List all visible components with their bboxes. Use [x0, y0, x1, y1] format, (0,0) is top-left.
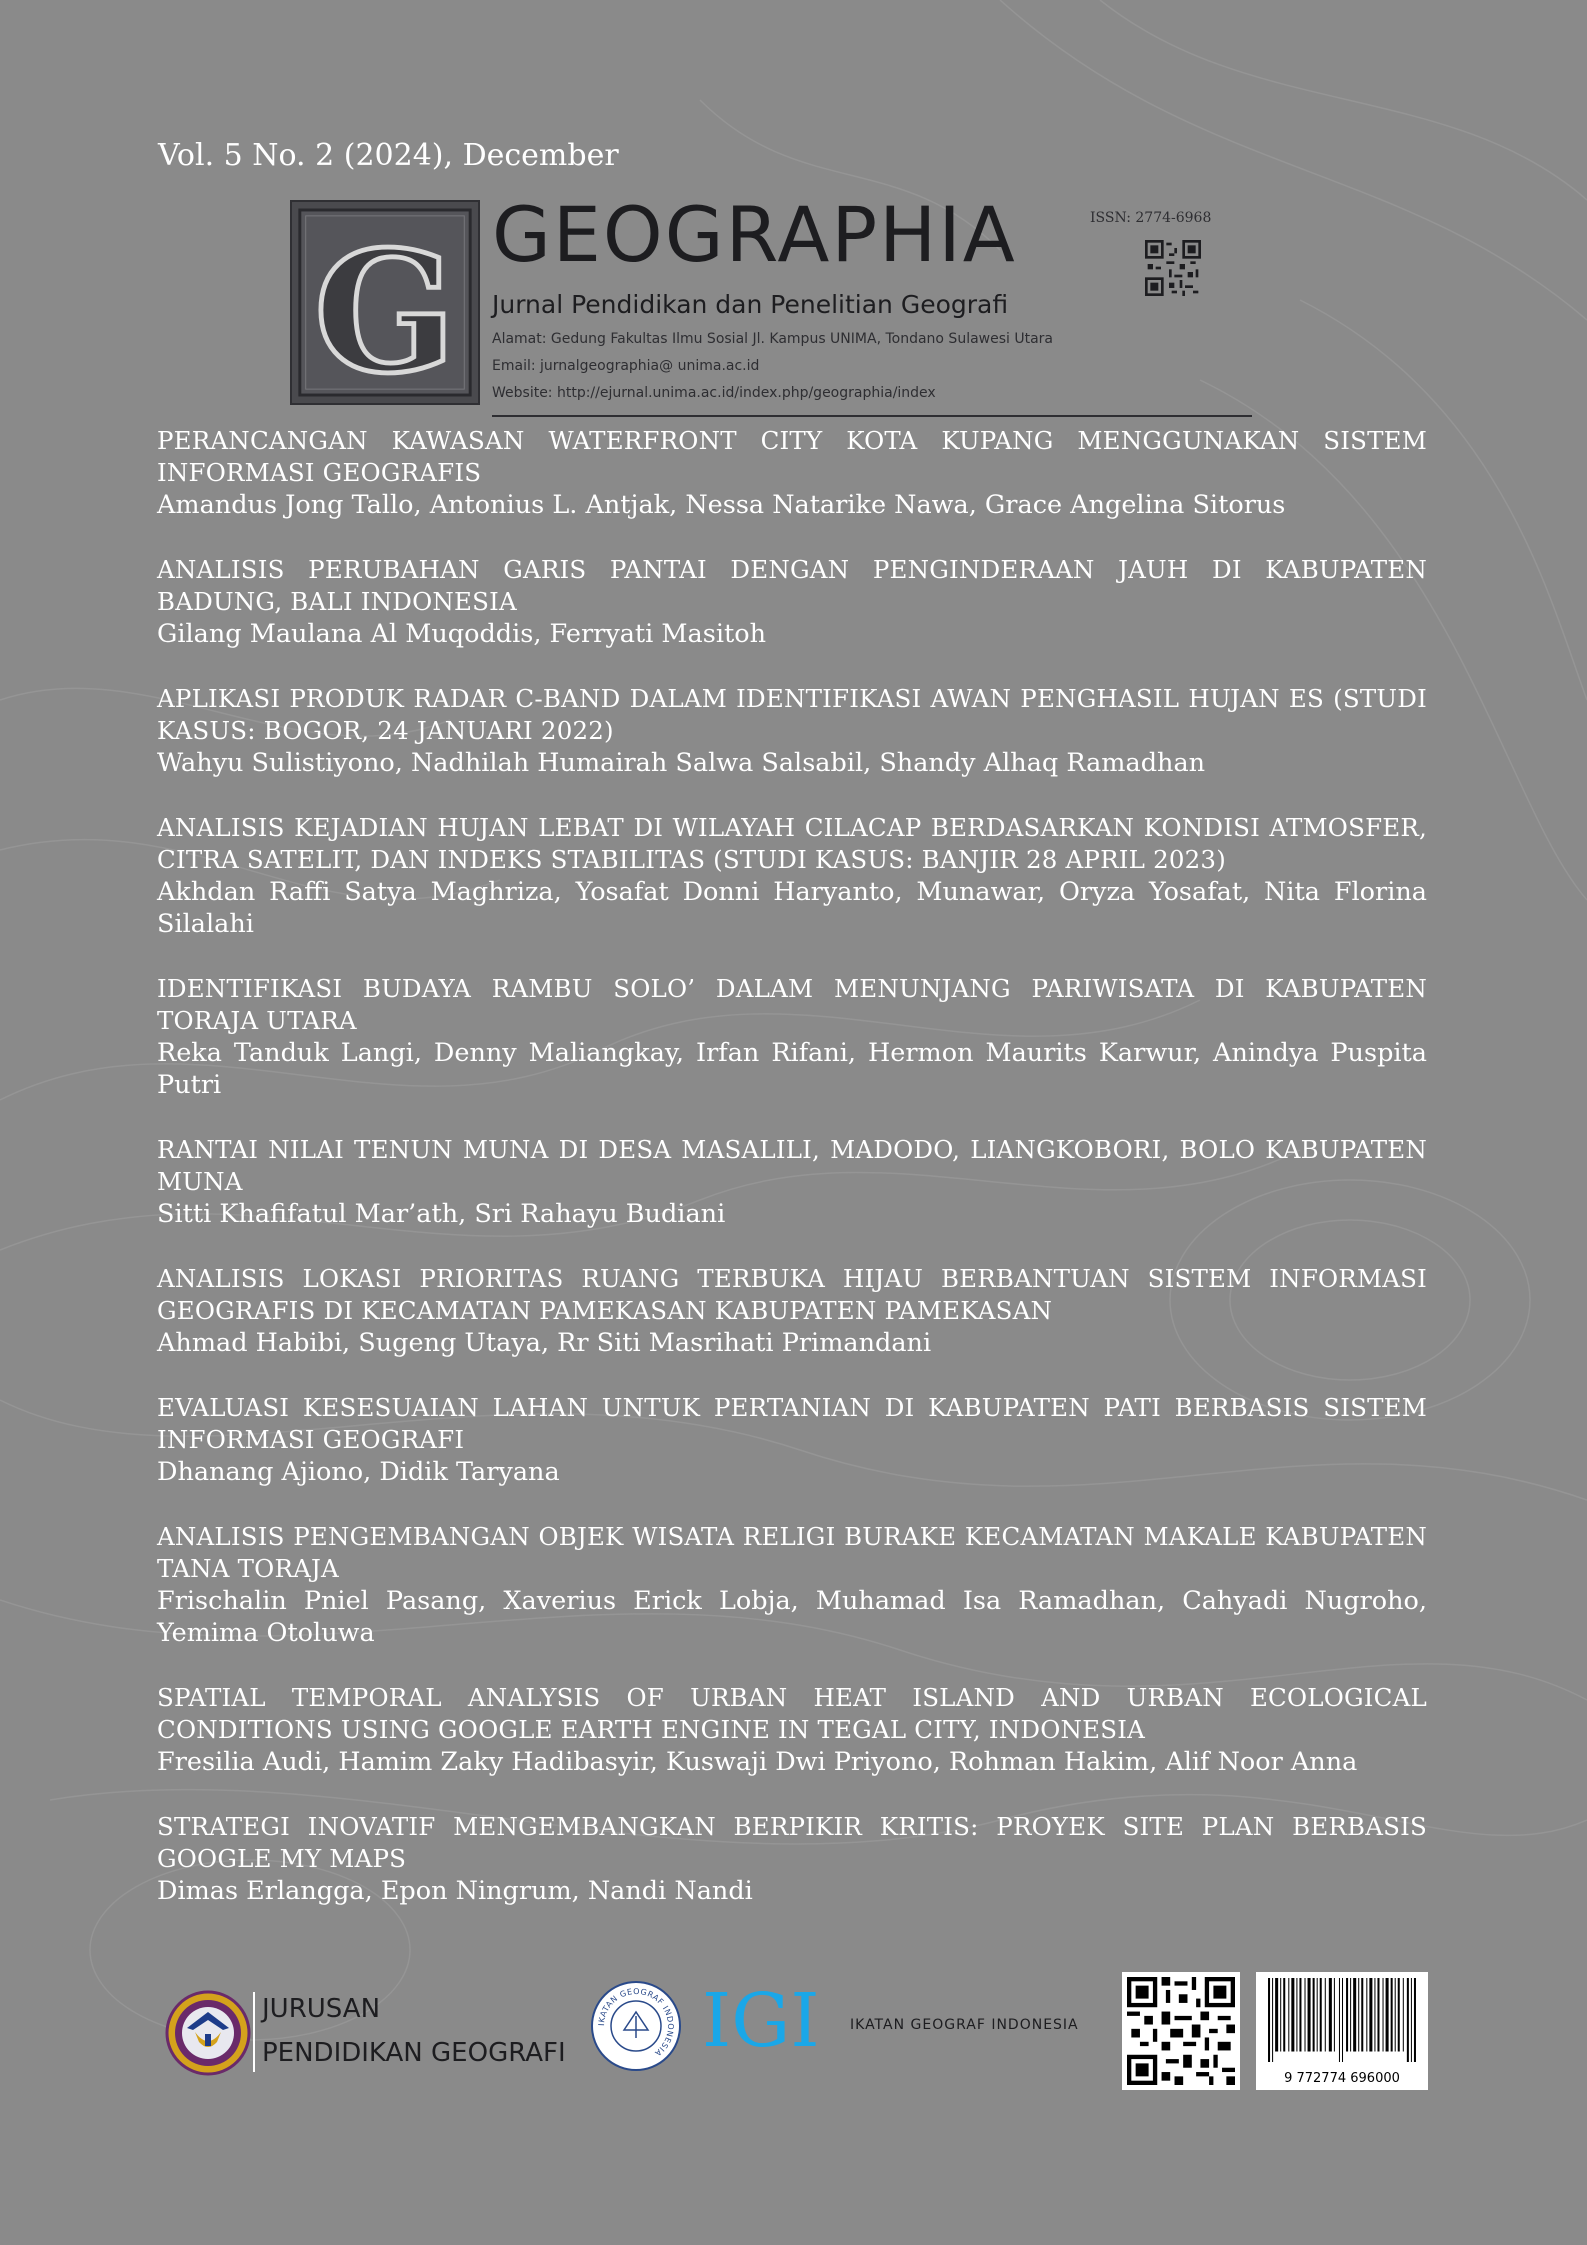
- article-title: ANALISIS PERUBAHAN GARIS PANTAI DENGAN PENGINDERAAN JAUH DI KABUPATEN BADUNG, BALI INDONESIA: [157, 555, 1427, 616]
- article-title: RANTAI NILAI TENUN MUNA DI DESA MASALILI, MADODO, LIANGKOBORI, BOLO KABUPATEN MUNA: [157, 1135, 1427, 1196]
- unima-emblem-icon: [165, 1990, 251, 2076]
- journal-address: Alamat: Gedung Fakultas Ilmu Sosial Jl. Kampus UNIMA, Tondano Sulawesi Utara: [492, 331, 1054, 347]
- igi-seal-icon: [590, 1980, 682, 2072]
- volume-issue: Vol. 5 No. 2 (2024), December: [158, 138, 619, 173]
- department-label-line1: JURUSAN: [262, 1994, 381, 2024]
- article-authors: Ahmad Habibi, Sugeng Utaya, Rr Siti Masrihati Primandani: [157, 1328, 932, 1358]
- article-title: PERANCANGAN KAWASAN WATERFRONT CITY KOTA KUPANG MENGGUNAKAN SISTEM INFORMASI GEOGRAFIS: [157, 426, 1427, 487]
- qr-code-large: [1122, 1972, 1240, 2090]
- article-authors: Wahyu Sulistiyono, Nadhilah Humairah Salwa Salsabil, Shandy Alhaq Ramadhan: [157, 748, 1206, 778]
- article-title: ANALISIS KEJADIAN HUJAN LEBAT DI WILAYAH CILACAP BERDASARKAN KONDISI ATMOSFER, CITRA SATELIT, DAN INDEKS STABILITAS (STUDI KASUS: BANJIR 28 APRIL 2023): [157, 813, 1427, 874]
- department-label-line2: PENDIDIKAN GEOGRAFI: [262, 2038, 566, 2068]
- article-entry[interactable]: [157, 1263, 1427, 1359]
- igi-full-name: IKATAN GEOGRAF INDONESIA: [850, 2017, 1079, 2033]
- article-authors: Reka Tanduk Langi, Denny Maliangkay, Irfan Rifani, Hermon Maurits Karwur, Anindya Puspita Putri: [157, 1038, 1427, 1100]
- article-entry[interactable]: [157, 425, 1427, 521]
- article-authors: Dhanang Ajiono, Didik Taryana: [157, 1457, 560, 1487]
- article-entry[interactable]: [157, 973, 1427, 1101]
- article-authors: Akhdan Raffi Satya Maghriza, Yosafat Donni Haryanto, Munawar, Oryza Yosafat, Nita Florina Silalahi: [157, 877, 1427, 939]
- barcode-number: 9 772774 696000: [1284, 2071, 1400, 2086]
- issn-barcode: [1256, 1972, 1428, 2090]
- article-title: SPATIAL TEMPORAL ANALYSIS OF URBAN HEAT ISLAND AND URBAN ECOLOGICAL CONDITIONS USING GOOGLE EARTH ENGINE IN TEGAL CITY, INDONESIA: [157, 1683, 1427, 1744]
- footer-divider: [253, 1992, 255, 2072]
- article-entry[interactable]: [157, 554, 1427, 650]
- article-authors: Sitti Khafifatul Mar’ath, Sri Rahayu Budiani: [157, 1199, 726, 1229]
- article-entry[interactable]: [157, 1392, 1427, 1488]
- article-title: IDENTIFIKASI BUDAYA RAMBU SOLO’ DALAM MENUNJANG PARIWISATA DI KABUPATEN TORAJA UTARA: [157, 974, 1427, 1035]
- article-authors: Dimas Erlangga, Epon Ningrum, Nandi Nandi: [157, 1876, 753, 1906]
- article-entry[interactable]: [157, 1682, 1427, 1778]
- journal-title: GEOGRAPHIA: [492, 190, 1017, 279]
- issn-label: ISSN: 2774-6968: [1090, 210, 1212, 226]
- svg-text:IKATAN GEOGRAF INDONESIA: IKATAN GEOGRAF INDONESIA: [596, 1986, 676, 2059]
- masthead-divider: [492, 415, 1252, 417]
- journal-masthead: [290, 190, 1250, 412]
- article-title: APLIKASI PRODUK RADAR C-BAND DALAM IDENTIFIKASI AWAN PENGHASIL HUJAN ES (STUDI KASUS: BOGOR, 24 JANUARI 2022): [157, 684, 1427, 745]
- qr-code-small: [1145, 240, 1201, 296]
- article-title: STRATEGI INOVATIF MENGEMBANGKAN BERPIKIR KRITIS: PROYEK SITE PLAN BERBASIS GOOGLE MY MAPS: [157, 1812, 1427, 1873]
- article-entry[interactable]: [157, 1811, 1427, 1907]
- svg-text:G: G: [313, 215, 457, 403]
- article-entry[interactable]: [157, 1134, 1427, 1230]
- journal-email: Email: jurnalgeographia@ unima.ac.id: [492, 358, 760, 374]
- article-title: EVALUASI KESESUAIAN LAHAN UNTUK PERTANIAN DI KABUPATEN PATI BERBASIS SISTEM INFORMASI GEOGRAFI: [157, 1393, 1427, 1454]
- article-entry[interactable]: [157, 1521, 1427, 1649]
- article-authors: Gilang Maulana Al Muqoddis, Ferryati Masitoh: [157, 619, 767, 649]
- article-title: ANALISIS LOKASI PRIORITAS RUANG TERBUKA HIJAU BERBANTUAN SISTEM INFORMASI GEOGRAFIS DI KECAMATAN PAMEKASAN KABUPATEN PAMEKASAN: [157, 1264, 1427, 1325]
- article-authors: Frischalin Pniel Pasang, Xaverius Erick Lobja, Muhamad Isa Ramadhan, Cahyadi Nugroho, Yemima Otoluwa: [157, 1586, 1427, 1648]
- article-authors: Amandus Jong Tallo, Antonius L. Antjak, Nessa Natarike Nawa, Grace Angelina Sitorus: [157, 490, 1286, 520]
- table-of-contents: [157, 425, 1427, 1940]
- article-authors: Fresilia Audi, Hamim Zaky Hadibasyir, Kuswaji Dwi Priyono, Rohman Hakim, Alif Noor Anna: [157, 1747, 1358, 1777]
- igi-logo-text: IGI: [702, 1978, 820, 2064]
- article-title: ANALISIS PENGEMBANGAN OBJEK WISATA RELIGI BURAKE KECAMATAN MAKALE KABUPATEN TANA TORAJA: [157, 1522, 1427, 1583]
- journal-website: Website: http://ejurnal.unima.ac.id/index.php/geographia/index: [492, 385, 936, 401]
- article-entry[interactable]: [157, 812, 1427, 940]
- footer-logos: [0, 1960, 1587, 2100]
- journal-subtitle: Jurnal Pendidikan dan Penelitian Geografi: [492, 290, 1009, 319]
- article-entry[interactable]: [157, 683, 1427, 779]
- journal-logo: [290, 200, 480, 405]
